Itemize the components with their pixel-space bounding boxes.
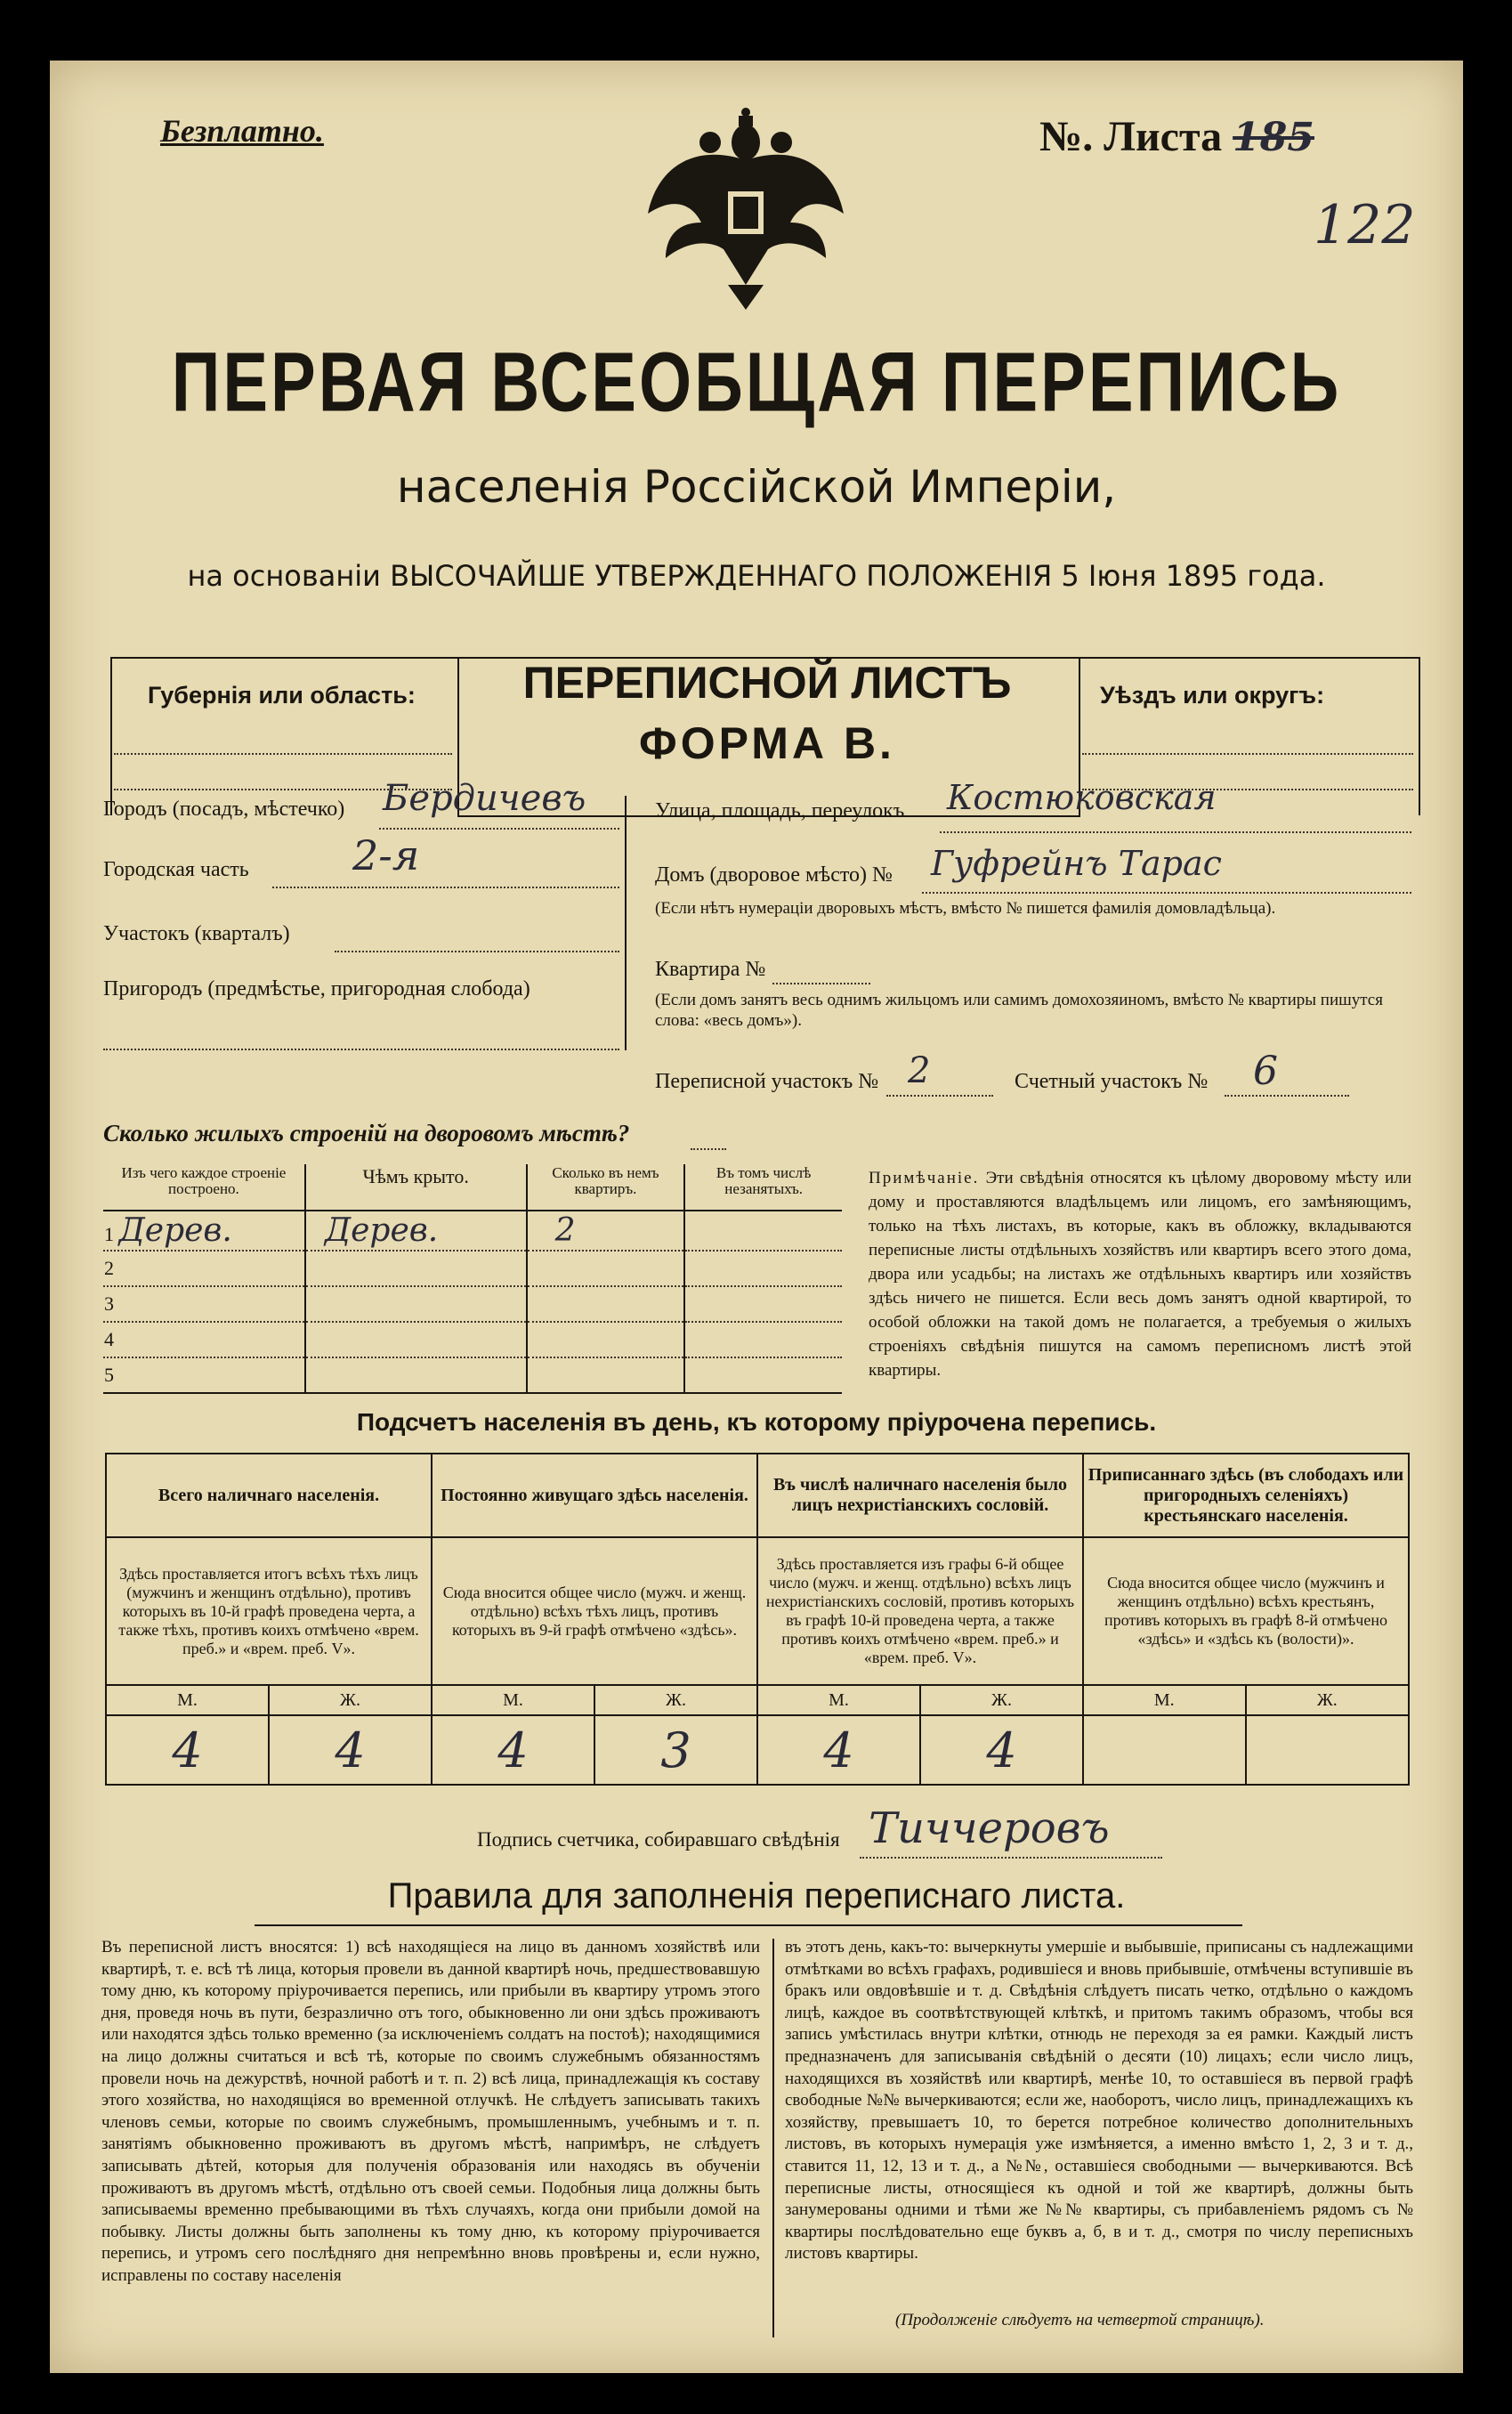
count-col-peasant-desc: Сюда вносится общее число (мужчинъ и женщинъ отдѣльно) всѣхъ крестьянъ, противъ которыхъ въ графѣ 8-й отмѣчено «здѣсь» и «здѣсь къ (волости)». — [1083, 1537, 1409, 1685]
count-permanent-male: 4 — [432, 1715, 594, 1785]
form-type: ФОРМА В. — [639, 718, 895, 768]
street-label: Улица, площадь, переулокъ — [655, 799, 905, 822]
count-col-present-head: Всего наличнаго населенія. — [106, 1454, 432, 1537]
sheet-number — [1039, 112, 1314, 161]
buildings-question: Сколько жилыхъ строеній на дворовомъ мѣстѣ? — [103, 1120, 630, 1146]
census-area-label: Переписной участокъ № — [655, 1070, 879, 1093]
sheet-number-label: №. Листа — [1039, 113, 1223, 160]
count-col-permanent-head: Постоянно живущаго здѣсь населенія. — [432, 1454, 757, 1537]
count-present-female: 4 — [269, 1715, 432, 1785]
count-nonchristian-female: 4 — [920, 1715, 1083, 1785]
count-col-nonchristian-head: Въ числѣ наличнаго населенія было лицъ нехристіанскихъ сословій. — [757, 1454, 1083, 1537]
buildings-header-empty: Въ томъ числѣ незанятыхъ. — [684, 1164, 842, 1211]
male-label: М. — [432, 1685, 594, 1715]
signature-value: Тиччеровъ — [869, 1803, 1110, 1853]
buildings-header-roof: Чѣмъ крыто. — [305, 1164, 527, 1211]
female-label: Ж. — [594, 1685, 757, 1715]
count-peasant-female — [1246, 1715, 1409, 1785]
sheet-number-struck: 185 — [1233, 115, 1314, 160]
count-present-male: 4 — [106, 1715, 269, 1785]
uezd-label: Уѣздъ или округъ: — [1100, 682, 1325, 709]
buildings-note-text: Эти свѣдѣнія относятся къ цѣлому дворовому мѣсту или дому и проставляются владѣльцемъ или лицомъ, его замѣняющимъ, только на тѣхъ листахъ, въ которые, какъ въ обложку, вкладываются переписные листы отдѣльныхъ хозяйствъ или квартиръ всего этого дома, двора или усадьбы; на листахъ же отдѣльныхъ квартиръ или хозяйствъ здѣсь ничего не пишется. Если весь домъ занятъ одной квартирой, то особой обложки на такой домъ не полагается, а требуемыя о жилыхъ строеніяхъ свѣдѣнія пишутся на самомъ переписномъ листѣ этой квартиры. — [869, 1169, 1411, 1380]
suburb-label: Пригородъ (предмѣстье, пригородная слобода) — [103, 977, 530, 1000]
buildings-row: 4 — [103, 1322, 842, 1357]
count-col-permanent-desc: Сюда вносится общее число (мужч. и женщ. отдѣльно) всѣхъ тѣхъ лицъ, противъ которыхъ въ 9-й графѣ отмѣчено «здѣсь». — [432, 1537, 757, 1685]
count-peasant-male — [1083, 1715, 1246, 1785]
count-col-nonchristian-desc: Здѣсь проставляется изъ графы 6-й общее число (мужч. и женщ. отдѣльно) всѣхъ лицъ нехристіанскихъ сословій, противъ которыхъ въ графѣ 10-й проведена черта, а также противъ коихъ отмѣчено «врем. преб.» и «врем. преб. V». — [757, 1537, 1083, 1685]
rules-continued: (Продолженіе слѣдуетъ на четвертой страницѣ). — [895, 2311, 1265, 2329]
male-label: М. — [1083, 1685, 1246, 1715]
count-title: Подсчетъ населенія въ день, къ которому пріурочена перепись. — [356, 1408, 1157, 1436]
free-label: Безплатно. — [160, 113, 324, 149]
count-area-label: Счетный участокъ № — [1015, 1070, 1209, 1093]
buildings-row: 2 — [103, 1251, 842, 1286]
legal-basis: на основаніи ВЫСОЧАЙШЕ УТВЕРЖДЕННАГО ПОЛОЖЕНІЯ 5 Іюня 1895 года. — [187, 559, 1326, 593]
sheet-number-handwritten: 122 — [1314, 194, 1416, 256]
census-sheet — [50, 61, 1463, 2373]
house-label: Домъ (дворовое мѣсто) № — [655, 863, 893, 887]
gubernia-label: Губернія или область: — [148, 682, 416, 709]
uchastok-label: Участокъ (кварталъ) — [103, 922, 290, 945]
male-label: М. — [757, 1685, 920, 1715]
female-label: Ж. — [269, 1685, 432, 1715]
house-note: (Если нѣтъ нумераціи дворовыхъ мѣстъ, вмѣсто № пишется фамилія домовладѣльца). — [655, 899, 1276, 918]
city-part-value: 2-я — [352, 831, 420, 879]
female-label: Ж. — [920, 1685, 1083, 1715]
count-col-peasant-head: Приписаннаго здѣсь (въ слободахъ или пригородныхъ селеніяхъ) крестьянскаго населенія. — [1083, 1454, 1409, 1537]
double-headed-eagle-emblem — [639, 107, 853, 312]
male-label: М. — [106, 1685, 269, 1715]
city-part-label: Городская часть — [103, 858, 249, 881]
buildings-note-title: Примѣчаніе. — [869, 1169, 980, 1187]
buildings-row: 5 — [103, 1357, 842, 1393]
count-nonchristian-male: 4 — [757, 1715, 920, 1785]
census-area-value: 2 — [908, 1050, 931, 1091]
count-area-value: 6 — [1253, 1049, 1278, 1094]
building-roof: Дерев. — [324, 1212, 439, 1249]
building-material: Дерев. — [118, 1212, 232, 1249]
signature-label: Подпись счетчика, собиравшаго свѣдѣнія — [477, 1828, 840, 1851]
apartment-note: (Если домъ занятъ весь однимъ жильцомъ или самимъ домохозяиномъ, вмѣсто № квартиры пишутся слова: «весь домъ»). — [655, 991, 1383, 1030]
rules-left-column: Въ переписной листъ вносятся: 1) всѣ находящіеся на лицо въ данномъ хозяйствѣ или квартирѣ, т. е. всѣ тѣ лица, которыя провели въ данной квартирѣ ночь, предшествовавшую тому дню, къ которому пріурочивается перепись, или прибыли въ квартиру утромъ этого дня, проведя ночь въ пути, безразлично отъ того, обыкновенно ли они здѣсь проживаютъ или находятся здѣсь только временно (за исключеніемъ солдатъ на постоѣ); находящимися на лицо должны считаться и всѣ тѣ, которые по своимъ служебнымъ обязанностямъ провели ночь на дежурствѣ, ночной работѣ и т. п. 2) всѣ лица, принадлежащія къ составу этого хозяйства, но находящіяся во временной отлучкѣ. Не слѣдуетъ записывать такихъ членовъ семьи, которые по своимъ служебнымъ, промышленнымъ, учебнымъ и т. п. занятіямъ обыкновенно проживаютъ въ другомъ мѣстѣ, напримѣръ, не слѣдуетъ записывать дѣтей, которыя для полученія образованія или находясь въ обученіи проживаютъ въ другомъ мѣстѣ, отдѣльно отъ своей семьи. Подобныя лица должны быть записываемы временно пребывающими въ тѣхъ случаяхъ, когда они прибыли домой на побывку. Листы должны быть заполнены къ тому дню, къ которому пріурочивается перепись, и утромъ сего послѣдняго дня непремѣнно вновь провѣрены и, если нужно, исправлены по составу населенія — [101, 1938, 760, 2285]
city-label: Городъ (посадъ, мѣстечко) — [103, 798, 345, 821]
buildings-header-apartments: Сколько въ немъ квартиръ. — [527, 1164, 685, 1211]
buildings-row: 3 — [103, 1286, 842, 1322]
female-label: Ж. — [1246, 1685, 1409, 1715]
house-value: Гуфрейнъ Тарас — [931, 844, 1222, 883]
building-apartments: 2 — [554, 1212, 576, 1249]
city-value: Бердичевъ — [383, 778, 586, 819]
rules-title: Правила для заполненія переписнаго листа. — [387, 1876, 1126, 1916]
rules-right-column: въ этотъ день, какъ-то: вычеркнуты умершіе и выбывшіе, приписаны съ надлежащими отмѣтками во всѣхъ графахъ, родившіеся и вновь прибывшіе, отмѣчены вступившіе въ бракъ или овдовѣвшіе и т. д. Свѣдѣнія слѣдуетъ писать четко, отдѣльно о каждомъ лицѣ, каждое въ соотвѣтствующей клѣткѣ, и притомъ такимъ образомъ, чтобы вся запись умѣстилась внутри клѣтки, отнюдь не переходя за ея рамки. Каждый листъ предназначенъ для записыванія свѣдѣній о десяти (10) лицахъ; если число лицъ, находящихся въ хозяйствѣ или квартирѣ, менѣе 10, то оставшіеся въ первой графѣ свободные №№ вычеркиваются; если же, наоборотъ, число лицъ, принадлежащихъ къ хозяйству, превышаетъ 10, то берется потребное количество дополнительныхъ листовъ, въ которыхъ нумерація уже измѣняется, а именно вмѣсто 1, 2, 3 и т. д., ставится 11, 12, 13 и т. д., а №№, оставшіеся свободными — вычеркиваются. Всѣ переписные листы, относящіеся къ одной и той же квартирѣ, должны быть занумерованы одними и тѣми же №№ квартиры, съ прибавленіемъ рядомъ съ № квартиры послѣдовательно еще буквъ а, б, в и т. д., смотря по числу переписныхъ листовъ квартиры. — [785, 1938, 1413, 2264]
count-col-present-desc: Здѣсь проставляется итогъ всѣхъ тѣхъ лицъ (мужчинъ и женщинъ отдѣльно), противъ которыхъ въ 10-й графѣ проведена черта, а также тѣхъ, противъ коихъ отмѣчено «врем. преб.» и «врем. преб. V». — [106, 1537, 432, 1685]
apartment-label: Квартира № — [655, 958, 766, 981]
buildings-table — [103, 1164, 842, 1394]
buildings-row: 1 Дерев. Дерев. 2 — [103, 1211, 842, 1251]
population-count-table — [105, 1453, 1410, 1786]
rules-column-divider — [772, 1939, 774, 2337]
list-title: ПЕРЕПИСНОЙ ЛИСТЪ — [522, 658, 1012, 708]
street-value: Костюковская — [947, 778, 1217, 817]
subtitle: населенія Россійской Имперіи, — [396, 461, 1117, 513]
address-divider — [625, 796, 627, 1050]
count-permanent-female: 3 — [594, 1715, 757, 1785]
buildings-header-material: Изъ чего каждое строеніе построено. — [103, 1164, 305, 1211]
main-title: ПЕРВАЯ ВСЕОБЩАЯ ПЕРЕПИСЬ — [171, 335, 1342, 430]
buildings-note — [869, 1166, 1411, 1382]
